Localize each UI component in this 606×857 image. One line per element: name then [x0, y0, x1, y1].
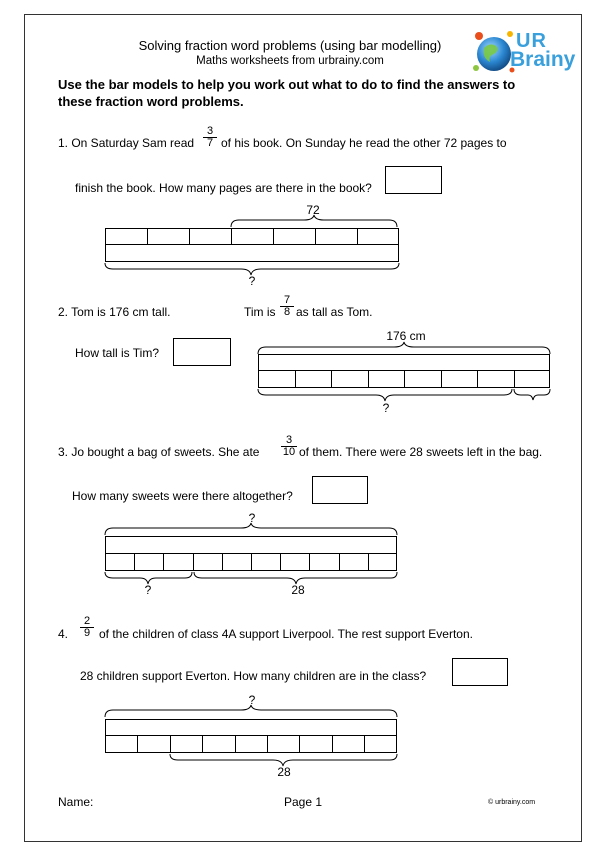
q1-text-b: of his book. On Sunday he read the other 72 pages to [221, 136, 507, 150]
q2-text-c: How tall is Tim? [75, 346, 160, 360]
q4-text-c: 28 children support Everton. How many children are in the class? [80, 669, 427, 683]
q2-text-a: 2. Tom is 176 cm tall. [58, 305, 171, 319]
q3-top-label: ? [248, 511, 256, 525]
q2-answer-box[interactable] [173, 338, 231, 366]
logo-brainy-text: Brainy [510, 48, 576, 71]
q3-bottom-left-label: ? [144, 583, 152, 597]
q1-top-label: 72 [306, 203, 320, 217]
q3-text-b: of them. There were 28 sweets left in the bag. [299, 445, 543, 459]
q1-parts-bar [105, 228, 399, 245]
q3-text-a: 3. Jo bought a bag of sweets. She ate [58, 445, 260, 459]
q1-text-a: 1. On Saturday Sam read [58, 136, 195, 150]
q2-text-tim: Tim is [244, 305, 276, 319]
q3-answer-box[interactable] [312, 476, 368, 504]
q2-bottom-braces [256, 388, 554, 402]
q2-top-brace [256, 341, 554, 355]
name-label: Name: [58, 795, 94, 809]
q2-fraction: $\frac{7}{8}$ [280, 295, 294, 318]
q4-fraction: $\frac{2}{9}$ [80, 616, 94, 639]
q4-parts-bar [105, 735, 397, 753]
copyright: © urbrainy.com [488, 799, 536, 806]
logo-ur-text: UR [516, 30, 547, 52]
q2-bottom-label: ? [382, 401, 390, 415]
q1-answer-box[interactable] [385, 166, 442, 194]
q4-bottom-label: 28 [277, 765, 291, 779]
q1-bottom-label: ? [248, 274, 256, 288]
q4-answer-box[interactable] [452, 658, 508, 686]
q2-whole-bar [258, 354, 550, 371]
q1-fraction: $\frac{3}{7}$ [203, 126, 217, 149]
q2-top-label: 176 cm [386, 329, 426, 343]
q4-top-brace [103, 704, 401, 718]
q2-text-b: as tall as Tom. [296, 305, 373, 319]
q3-parts-bar [105, 553, 397, 571]
q4-top-label: ? [248, 693, 256, 707]
q3-bottom-right-label: 28 [291, 583, 305, 597]
worksheet-subtitle: Maths worksheets from urbrainy.com [196, 55, 384, 67]
q1-whole-bar [105, 244, 399, 262]
q2-parts-bar [258, 370, 550, 388]
q3-fraction: $\frac{3}{10}$ [282, 434, 296, 458]
q4-text-b: of the children of class 4A support Liverpool. The rest support Everton. [99, 627, 473, 641]
q3-top-brace [103, 522, 401, 536]
worksheet-title: Solving fraction word problems (using bar modelling) [138, 38, 442, 53]
instructions: Use the bar models to help you work out what to do to find the answers to these fraction word problems. [58, 77, 516, 109]
q1-text-c: finish the book. How many pages are there in the book? [75, 181, 372, 195]
urbrainy-logo [470, 24, 580, 80]
q4-number: 4. [58, 627, 69, 641]
q3-text-c: How many sweets were there altogether? [72, 489, 293, 503]
page-number: Page 1 [284, 795, 323, 809]
q3-whole-bar [105, 536, 397, 554]
q1-top-brace [229, 214, 399, 228]
q4-whole-bar [105, 719, 397, 736]
